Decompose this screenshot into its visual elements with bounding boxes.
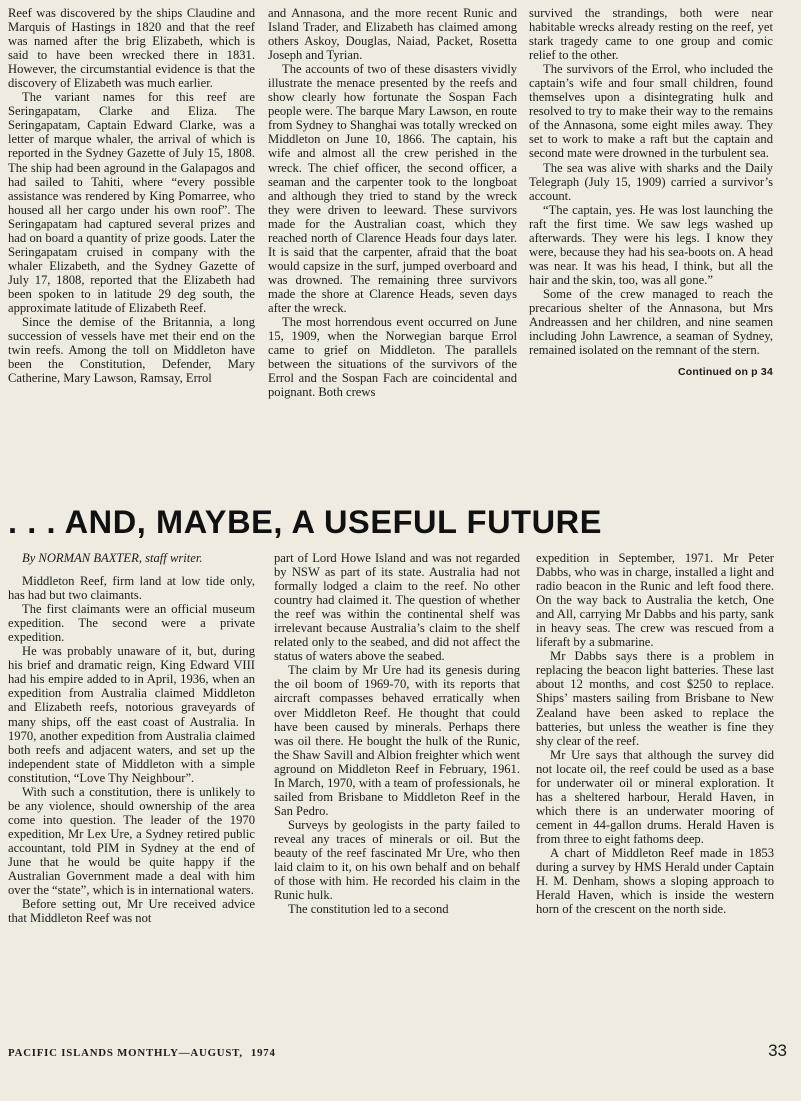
paragraph: The survivors of the Errol, who included the captain’s wife and four small children, found themselves upon a disintegrating hulk and resolved to try to make their way to the remains of the Annasona, some eight miles away. They set to work to make a raft but the captain and second mate were drowned in the turbulent sea. — [529, 62, 773, 161]
paragraph: Some of the crew managed to reach the precarious shelter of the Annasona, but Mrs Andreassen and her children, and nine seamen including John Lawrence, a seaman of Sydney, remained isolated on the remnant of the stern. — [529, 286, 773, 358]
bottom-story-column-1 — [8, 551, 255, 925]
paragraph: Mr Dabbs says there is a problem in replacing the beacon light batteries. These last about 12 months, and cost $250 to replace. Ships’ masters sailing from Brisbane to New Zealand have been asked to replace the batteries, but unless the weather is fine they shy clear of the reef. — [536, 649, 774, 748]
paragraph: The most horrendous event occurred on June 15, 1909, when the Norwegian barque Errol came to grief on Middleton. The parallels between the situations of the survivors of the Errol and the Sospan Fach are coincidental and poignant. Both crews — [268, 315, 517, 400]
paragraph: Reef was discovered by the ships Claudine and Marquis of Hastings in 1820 and that the reef was named after the brig Elizabeth, which is said to have been wrecked there in 1831. However, the circumstantial evidence is that the discovery of Elizabeth was much earlier. — [8, 6, 255, 91]
paragraph: and Annasona, and the more recent Runic and Island Trader, and Elizabeth has claimed among others Askoy, Douglas, Naiad, Packet, Rosetta Joseph and Tyrian. — [268, 6, 517, 63]
paragraph: survived the strandings, both were near habitable wrecks already resting on the reef, yet stark tragedy came to one group and comic relief to the other. — [529, 6, 773, 63]
paragraph: Surveys by geologists in the party failed to reveal any traces of minerals or oil. But the beauty of the reef fascinated Mr Ure, who then laid claim to it, on his own behalf and on behalf of those with him. He recorded his claim in the Runic hulk. — [274, 817, 520, 903]
paragraph: The first claimants were an official museum expedition. The second were a private expedition. — [8, 602, 255, 645]
paragraph: “The captain, yes. He was lost launching the raft the first time. We saw legs washed up afterwards. They were his legs. I know they were, because they had his sea-boots on. A head was near. It was his head, I think, but all the hair and the skin, too, was all gone.” — [529, 202, 773, 287]
paragraph: expedition in September, 1971. Mr Peter Dabbs, who was in charge, installed a light and radio beacon in the Runic and left food there. On the way back to Australia the ketch, One and All, carrying Mr Dabbs and his party, sank in heavy seas. The crew was rescued from a liferaft by a submarine. — [536, 551, 774, 650]
paragraph: The constitution led to a second — [288, 902, 449, 917]
page-number: 33 — [768, 1041, 787, 1060]
page-footer — [8, 1047, 276, 1059]
paragraph: The variant names for this reef are Seringapatam, Clarke and Eliza. The Seringapatam, Captain Edward Clarke, was a letter of marque whaler, the arrival of which is reported in the Sydney Gazette of July 15, 1808. The ship had been aground in the Galapagos and had sailed to Tahiti, where “every possible assistance was rendered by King Pomarree, who housed all her cargo under his own roof”. The Seringapatam had captured several prizes and had on board a quantity of prize goods. Later the Seringapatam cruised in company with the whaler Elizabeth, and the Sydney Gazette of July 17, 1808, reported that the Elizabeth had been spoken to in latitude 29 deg south, the approximate latitude of Elizabeth Reef. — [8, 90, 255, 315]
top-story-column-2 — [268, 6, 517, 399]
paragraph: A chart of Middleton Reef made in 1853 during a survey by HMS Herald under Captain H. M. Denham, shows a sloping approach to Herald Haven, which is inside the western horn of the crescent on the north side. — [536, 845, 774, 917]
issue-year: 1974 — [250, 1047, 276, 1059]
paragraph: Since the demise of the Britannia, a long succession of vessels have met their end on the twin reefs. Among the toll on Middleton have been the Constitution, Defender, Mary Catherine, Mary Lawson, Ramsay, Errol — [8, 315, 255, 386]
top-story-column-1 — [8, 6, 255, 385]
paragraph: The claim by Mr Ure had its genesis during the oil boom of 1969-70, with its reports that aircraft compasses behaved erratically when over Middleton Reef. He thought that could have been caused by minerals. Perhaps there was oil there. He bought the hulk of the Runic, the Shaw Savill and Albion freighter which went aground on Middleton Reef in February, 1961. In March, 1970, with a team of professionals, he sailed from Brisbane to Middleton Reef in the San Pedro. — [274, 663, 520, 818]
paragraph: With such a constitution, there is unlikely to be any violence, should ownership of the area come into question. The leader of the 1970 expedition, Mr Lex Ure, a Sydney retired public accountant, told PIM in Sydney at the end of June that he would be quite happy if the Australian Government made a deal with him over the “state”, which is in international waters. — [8, 784, 255, 898]
paragraph: The sea was alive with sharks and the Daily Telegraph (July 15, 1909) carried a survivor’s account. — [529, 160, 773, 203]
byline: By NORMAN BAXTER, staff writer. — [22, 551, 203, 565]
paragraph: Before setting out, Mr Ure received advice that Middleton Reef was not — [8, 897, 255, 926]
paragraph: He was probably unaware of it, but, during his brief and dramatic reign, King Edward VIII had his empire added to in April, 1936, when an expedition from Australia claimed Middleton and Elizabeth reefs, notorious graveyards of many ships, off the east coast of Australia. In 1970, another expedition from Australia claimed both reefs and adjacent waters, and set up the independent state of Middleton with a simple constitution, “Love Thy Neighbour”. — [8, 644, 255, 785]
top-story-column-3 — [529, 6, 773, 379]
paragraph: The accounts of two of these disasters vividly illustrate the menace presented by the reefs and show clearly how fortunate the Sospan Fach people were. The barque Mary Lawson, en route from Sydney to Shanghai was totally wrecked on Middleton on June 10, 1866. The captain, his wife and almost all the crew perished in the wreck. The chief officer, the second officer, a seaman and the carpenter took to the longboat and although they tried to stand by the wreck they were driven to leeward. These survivors made for the Australian coast, which they reached north of Clarence Heads four days later. It is said that the carpenter, afraid that the boat would capsize in the surf, jumped overboard and was drowned. The remaining three survivors made the shore at Clarence Heads, seven days after the wreck. — [268, 62, 517, 315]
magazine-name: PACIFIC ISLANDS MONTHLY—AUGUST, — [8, 1047, 243, 1059]
bottom-story-column-3 — [536, 551, 774, 916]
paragraph: part of Lord Howe Island and was not regarded by NSW as part of its state. Australia had not formally lodged a claim to the reef. No other country had claimed it. The question of whether the reef was within the continental shelf was irrelevant because Australia’s claim to the shelf related only to the seabed, and did not affect the status of waters above the seabed. — [274, 551, 520, 664]
paragraph: Mr Ure says that although the survey did not locate oil, the reef could be used as a base for underwater oil or mineral exploration. It has a sheltered harbour, Herald Haven, in which there is an underwater mooring of cement in 44-gallon drums. Herald Haven is from three to eight fathoms deep. — [536, 747, 774, 846]
continued-note: Continued on p 34 — [678, 366, 773, 379]
article-headline: . . . AND, MAYBE, A USEFUL FUTURE — [8, 504, 603, 540]
bottom-story-column-2 — [274, 551, 520, 916]
paragraph: Middleton Reef, firm land at low tide only, has had but two claimants. — [8, 574, 255, 603]
